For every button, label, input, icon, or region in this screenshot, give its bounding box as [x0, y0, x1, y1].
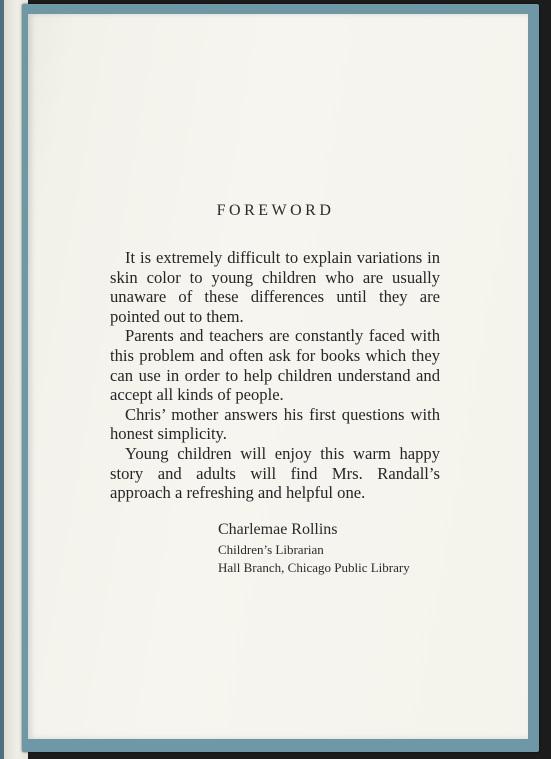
- paragraph: Parents and teachers are constantly faced with this problem and often ask for books which they can use in order to help children understand and accept all kinds of people.: [110, 326, 440, 405]
- back-cover-edge: [0, 0, 4, 759]
- paragraph: Young children will enjoy this warm happy story and adults will find Mrs. Randall’s approach a refreshing and helpful one.: [110, 443, 440, 503]
- paragraph: Chris’ mother answers his first questions with honest simplicity.: [110, 404, 440, 444]
- signature-block: [218, 519, 410, 577]
- foreword-body: [110, 248, 440, 503]
- signature-name: Charlemae Rollins: [218, 521, 338, 538]
- paragraph: It is extremely difficult to explain variations in skin color to young children who are usually unaware of these differences until they are pointed out to them.: [110, 248, 440, 326]
- signature-affiliation: Hall Branch, Chicago Public Library: [218, 560, 410, 575]
- foreword-heading: FOREWORD: [216, 202, 335, 219]
- signature-title: Children’s Librarian: [218, 542, 324, 557]
